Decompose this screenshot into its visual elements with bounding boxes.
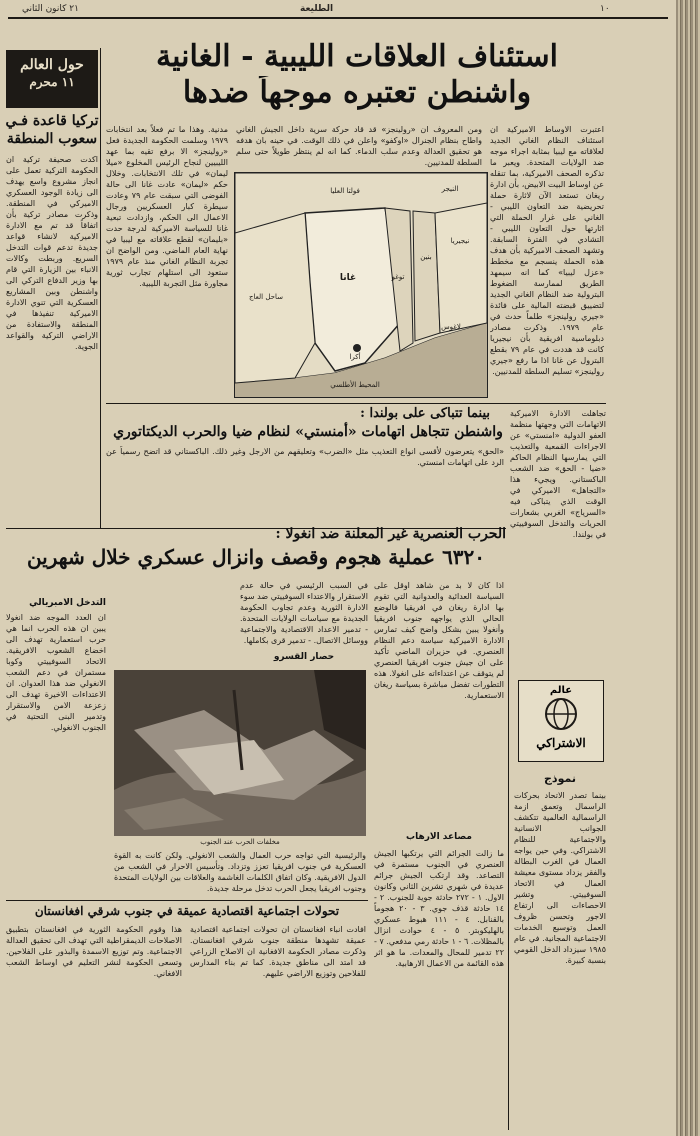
page-number: ١٠ — [600, 4, 610, 14]
angola-article-left: ان العدد الموجه ضد انغولا يبين ان هذه الحرب انما هي حرب استعمارية تهدف الى اخضاع الشعوب الافريقية. الاتحاد السوفييتي وكوبا مستمران في دعم الشعب الانغولي ضد هذا العدوان. ان الاعتداءات الاخيرة تهدف الى زعزعة الامن والاستقرار وتدمير البنى التحتية في الجنوب الانغولي. — [6, 613, 106, 732]
afghan-article-left: هذا وقوم الحكومة الثورية في افغانستان بتطبيق الاصلاحات الديمقراطية التي تهدف الى تحقيق العدالة الاجتماعية. وتم توزيع الاسمدة والبذور على الفلاحين. وتسعى الحكومة لنشر التعليم في اوساط الشعب الافغاني. — [6, 925, 182, 978]
war-photo — [114, 670, 366, 836]
model-subhead: نموذج — [544, 772, 576, 785]
war-photo-svg — [114, 670, 366, 836]
main-headline-line1: استئناف العلاقات الليبية - الغانية — [156, 40, 558, 74]
pretoria-subhead: حصار القسرو — [273, 652, 335, 662]
model-article: بينما تصدر الاتحاد بحركات الراسمال وتعمق ازمة الراسمالية العالمية تتكشف الجوانب الانسانية والاجتماعية للنظام الاشتراكي. وفي حين يواجه العمال في الغرب البطالة والفقر يزداد مستوى معيشة العمال في الاتحاد السوفييتي. وتشير الاحصاءات الى ارتفاع الاجور وتحسن ظروف العمل وتوسيع الخدمات الاجتماعية المجانية. في عام ١٩٨٥ سيزداد الدخل القومي بنسبة كبيرة. — [514, 791, 606, 965]
map-label-ghana: غانا — [339, 273, 357, 283]
photo-caption: مخلفات الحرب عند الجنوب — [200, 838, 280, 846]
map-label-lagos: لاغوس — [441, 323, 461, 331]
imperial-subhead: التدخل الامبريالي — [29, 598, 106, 608]
section-rule-1 — [106, 403, 606, 404]
turkey-headline-line2: سعوب المنطقة — [6, 131, 98, 147]
section-rule-3 — [6, 900, 368, 901]
corner-box-line1: حول العالم — [20, 57, 84, 73]
corner-box — [6, 50, 98, 108]
map-label-accra: أكرا — [349, 353, 361, 361]
map-label-nigeria: نيجيريا — [450, 237, 470, 245]
header-rule — [8, 17, 668, 19]
right-column-rule — [508, 640, 509, 1130]
ghana-map — [234, 172, 488, 398]
map-label-niger: النيجر — [441, 185, 459, 193]
angola-article-right: اذا كان لا بد من شاهد اوقل على السياسة العدائية والعدوانية التي تقوم بها ادارة ريغان في افريقيا فالوضع الحالي الذي يواجهه جنوب افريقيا وأنغولا يبين بشكل واضح كيف تمارس الادارة الاميركية سياسة دعم النظام العنصري. في حزيران الماضي تأكيد على ان جيش جنوب افريقيا العنصري لم يتوقف عن اعتداءاته على انغولا. هذه التطورات تفضل مباشرة بسياسة ريغان الاستعمارية. — [374, 581, 504, 700]
ghana-article-middle: ومن المعروف ان «رولينجز» قد قاد حركة سرية داخل الجيش الغاني واطاح بنظام الجنرال «اوكفو» واعلن في ذلك الوقت. في حينه بان هدفه هو تحقيق العدالة وعدم سلب الدماء. كما انه لم ينتظر طويلاً حتى سلم السلطة للمدنيين. — [236, 125, 482, 167]
main-headline-line2: واشنطن تعتبره موجهاً ضدها — [182, 76, 532, 110]
socialist-world-logo — [518, 680, 604, 762]
issue-date: ٢١ كانون الثاني — [22, 4, 79, 14]
map-label-upper-volta: فولتا العليا — [330, 187, 360, 195]
angola-headline: ٦٣٢٠ عملية هجوم وقصف وانزال عسكري خلال شهرين — [26, 545, 486, 569]
logo-bottom-text: الاشتراكي — [536, 736, 586, 750]
ghana-article-right: اعتبرت الاوساط الاميركية ان استئناف النظام الغاني الجديد لعلاقاته مع ليبيا بمثابة اجراء موجه ضد الولايات المتحدة. ويعبر ما تذكره الصحف الاميركية، بما تنقله عن اوساط البيت الابيض، بأن ادارة ريغان تستعد الآن لاثارة حملة تحريضية ضد التعاون الليبي - الغاني على غرار الحملة التي اثارتها حول التعاون الليبي - التشادي في الفترة السابقة. وتشهد الصحف الاميركية بأن هدف هذه الحملة ينسجم مع مخطط «عزل ليبيا» كما انه سيمهد الطريق لممارسة الضغوط البترولية ضد النظام الغاني الجديد لتضييق قبضته المالية على فائدة «جيري رولينجز» طلماً حدث في عام ١٩٧٩. وذكرت مصادر دبلوماسية افريقية بأن نيجيريا كانت قد هددت في عام ٧٩ بقطع البترول عن غانا اذا ما رفع «جيري رولينجز» تسليم السلطة للمدنيين. — [490, 125, 604, 376]
turkey-article: اكدت صحيفة تركية ان الحكومة التركية تعمل على انجاز مشروع واسع يهدف الى زيادة الوجود العسكري الاميركي في المنطقة. وذكرت مصادر تركية بأن اتفاقاً قد تم مع الادارة الاميركية لانشاء قواعد جديدة تدعم قوات التدخل السريع. وربطت وكالات الانباء بين الزيارة التي قام بها وزير الدفاع التركي الى واشنطن وبين المشاريع العسكرية التي تنوي الادارة الاميركية تنفيذها في المنطقة والاستفادة من الاراضي التركية والقواعد الجوية. — [6, 155, 98, 351]
map-label-atlantic: المحيط الأطلسي — [330, 381, 380, 389]
pakistan-headline: واشنطن تتجاهل اتهامات «أمنستي» لنظام ضيا والحرب الديكتاتوري — [113, 424, 503, 440]
map-label-ivory-coast: ساحل العاج — [249, 293, 283, 301]
newspaper-name: الطليعة — [300, 4, 334, 14]
afghan-article-right: افادت انباء افغانستان ان تحولات اجتماعية اقتصادية عميقة تشهدها منطقة جنوب شرقي افغانستان. وذكرت مصادر الحكومة الافغانية ان الاصلاح الزراعي قد امتد الى مناطق جديدة. كما تم بناء المدارس للفلاحين وتوزيع الاراضي عليهم. — [190, 925, 366, 978]
pakistan-kicker: بينما تتباكى على بولندا : — [360, 406, 490, 421]
angola-article-below-photo: والرئيسية التي تواجه حرب العمال والشعب الانغولي. ولكن كانت به القوة العسكرية في جنوب افريقيا تعزز وتزداد. وتأسيس الاحرار في الشعب من الدول الافريقية. وكان اتفاق الكلمات الغاشمة والعلاقات بين الولايات المتحدة وجنوب افريقيا يجعل الحرب تدخل مرحلة جديدة. — [114, 851, 366, 893]
map-label-benin: بنين — [420, 253, 432, 261]
pakistan-article-middle: «الحق» يتعرضون لأقسى انواع التعذيب مثل «الضرب» وتعليقهم من الارجل وغير ذلك. الباكستاني قد اتضح رسمياً عن الرد على اتهامات امنستي. — [106, 447, 504, 467]
angola-kicker: الحرب العنصرية غير المعلنة ضد انغولا : — [275, 526, 506, 542]
afghan-headline: تحولات اجتماعية اقتصادية عميقة في جنوب شرقي افغانستان — [34, 904, 340, 918]
turkey-headline-line1: تركيا قاعدة فـي — [5, 113, 99, 129]
pakistan-article-right: تجاهلت الادارة الاميركية الاتهامات التي وجهتها منظمة العفو الدولية «امنستي» عن الاجراءات القمعية والتعذيب التي يمارسها النظام الحاكم «ضيا - الحق» ضد الشعب الباكستاني. ويجيء هذا «التجاهل» الاميركي في الوقت الذي يتباكى فيه «السرياج» الغربي بشعارات الحريات والتدخل السوفييتي في بولندا. — [510, 409, 606, 539]
page-binding-edge — [676, 0, 700, 1136]
angola-article-middle: في السبب الرئيسي في حالة عدم الاستقرار والاعتداء السوفييتي ضد سوء الادارة الثورية وعدم تجاوب الحكومة الجديدة مع سياسات الولايات المتحدة. - تدمير الاعداد الاقتصادية والاجتماعية ووسائل الاتصال. - تدمير قرى بكاملها. — [240, 581, 368, 645]
terror-subhead: مصاعد الارهاب — [406, 832, 472, 842]
corner-box-line2: ١١ محرم — [29, 75, 75, 89]
logo-top-text: عالم — [549, 685, 573, 696]
terror-article: ما زالت الجرائم التي يرتكبها الجيش العنصري في الجنوب مستمرة في التصاعد. وقد ارتكب الجيش جرائم عديدة في شهري تشرين الثاني وكانون الاول. ١ - ٢٧٢ حادثة جوية للجنوب. ٢ - ١٤ حادثة قذف جوي. ٣ - ٢٠ هجوماً بالقنابل. ٤ - ١١١ هبوط عسكري بالهليكوبتر. ٥ - ٤ حوادث انزال بالمظلات. ٦ - ١ حادثة رمي مدفعي. ٧ - ٢٢ تدمير للمحال والمعدات. ما هو اثر هذه القائمة من الاعمال الارهابية. — [374, 849, 504, 968]
ghana-article-left: مدنية. وهذا ما تم فعلاً بعد انتخابات ١٩٧٩ وسلمت الحكومة الجديدة فعل «رولينجز» الا برفع تقيه بما عهد الليبيين لنجاح الرئيس المخلوع «ميلا ليمان» في تلك الانتخابات. وخلال حكم «ليمان» عادت غانا الى حالة الفوضى التي سبقت عام ٧٩ وعادت سيطرة كبار العسكريين ورجال الاعمال الى الحكم، وازدادت تبعية غانا للسياسة الاميركية لدرجة حدت «بليمان» لقطع علاقاته مع ليبيا في نهاية العام الماضي. ومن الواضح ان تجربة النظام الغاني منذ عام ١٩٧٩ ستعود الى استلهام تجارب ثورية مجاورة مثل التجربة الليبية. — [106, 125, 228, 288]
map-svg — [235, 173, 487, 397]
left-column-rule — [100, 48, 101, 528]
globe-icon — [519, 696, 603, 732]
map-label-togo: توغو — [391, 273, 405, 281]
